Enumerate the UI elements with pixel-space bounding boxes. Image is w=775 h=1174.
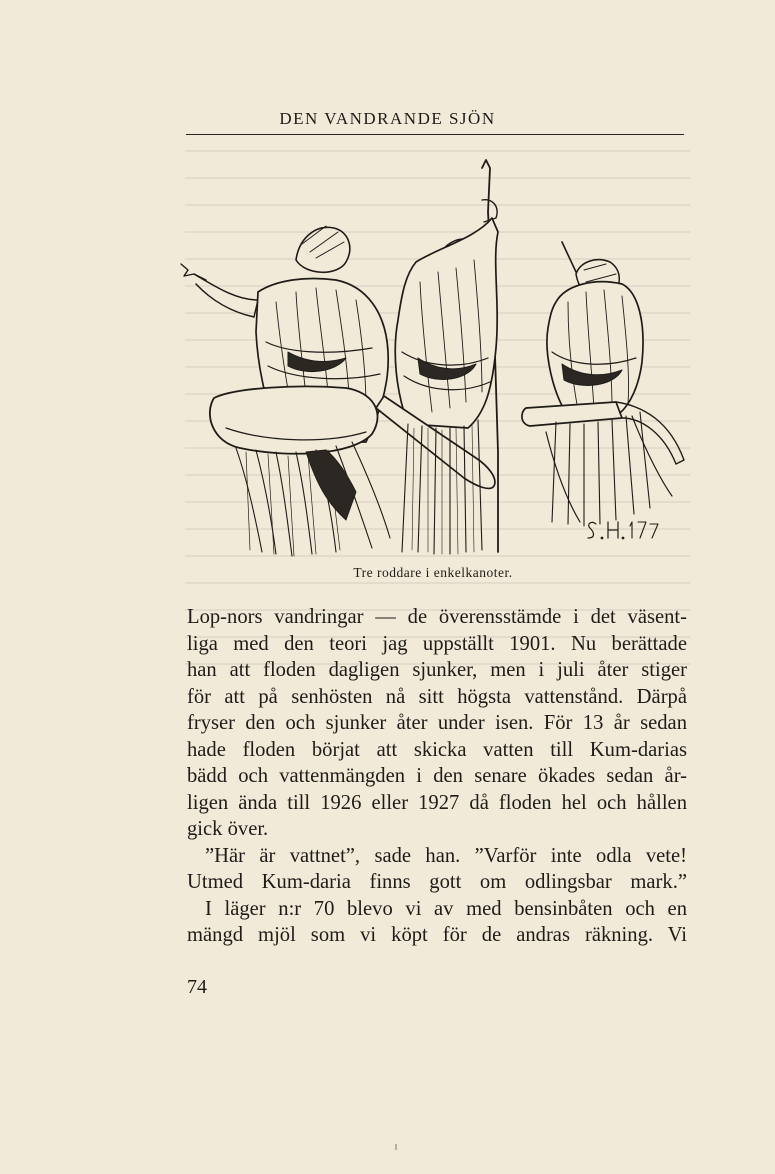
right-rower <box>522 242 684 526</box>
body-line: I läger n:r 70 blevo vi av med bensinbåten och en <box>205 897 687 920</box>
header-rule <box>186 134 684 135</box>
body-line: Utmed Kum-daria finns gott om odlingsbar mark.” <box>187 871 687 893</box>
illustration-caption: Tre roddare i enkelkanoter. <box>353 565 513 580</box>
left-rower <box>181 226 390 556</box>
body-line: mängd mjöl som vi köpt för de andras räkning. Vi <box>187 924 687 946</box>
body-line: Lop-nors vandringar — de överensstämde i det väsent- <box>187 606 687 628</box>
paper-speck <box>395 1144 397 1150</box>
body-line: bädd och vattenmängden i den senare ökades sedan år- <box>187 765 687 787</box>
body-line: fryser den och sjunker åter under isen. För 13 år sedan <box>187 712 687 734</box>
body-text <box>187 604 687 949</box>
body-line: ”Här är vattnet”, sade han. ”Varför inte odla vete! <box>205 844 687 867</box>
running-head: DEN VANDRANDE SJÖN <box>279 109 496 128</box>
artist-signature <box>588 522 658 539</box>
middle-rower <box>376 160 498 554</box>
body-line: ligen ända till 1926 eller 1927 då floden hel och hållen <box>187 791 687 814</box>
body-line: han att floden dagligen sjunker, men i juli åter stiger <box>187 659 687 681</box>
body-line: för att på senhösten nå sitt högsta vattenstånd. Därpå <box>187 685 687 708</box>
page-number: 74 <box>187 976 207 998</box>
body-line: hade floden börjat att skicka vatten till Kum-darias <box>187 738 687 761</box>
body-line: gick över. <box>187 818 269 840</box>
body-line: liga med den teori jag uppställt 1901. Nu berättade <box>187 632 687 655</box>
rowers-illustration-icon <box>176 152 696 560</box>
